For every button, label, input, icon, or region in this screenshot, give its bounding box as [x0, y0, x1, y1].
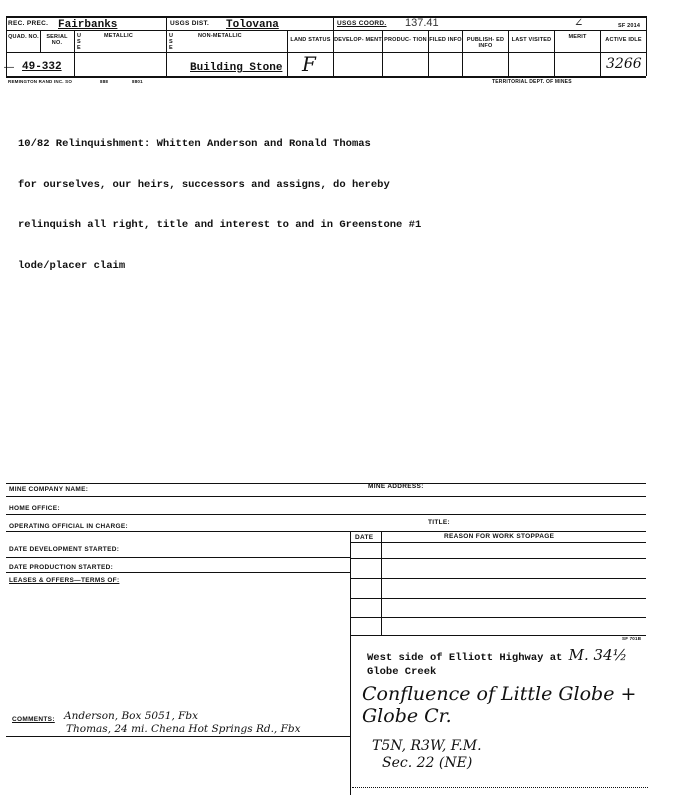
- form-number-top: SF 2014: [618, 23, 641, 29]
- col-use-2: U S E: [169, 33, 174, 51]
- body-line-1: 10/82 Relinquishment: Whitten Anderson and Ronald Thomas: [18, 138, 371, 150]
- comments-line-1: Anderson, Box 5051, Fbx: [64, 710, 199, 722]
- row-land-status: F: [302, 52, 316, 76]
- printer-mark: REMINGTON RAND INC. SO: [8, 79, 73, 84]
- rule: [350, 542, 646, 543]
- location-typed: [367, 648, 627, 679]
- col-div: [333, 16, 334, 76]
- operating-official-label: OPERATING OFFICIAL IN CHARGE:: [9, 523, 128, 530]
- rule: [350, 598, 646, 599]
- coord-mark: ∠: [574, 16, 584, 29]
- rule: [350, 578, 646, 579]
- date-dev-started-label: DATE DEVELOPMENT STARTED:: [9, 546, 120, 553]
- location-line-2: Globe Creek: [367, 666, 437, 678]
- rec-prec-label: REC. PREC.: [8, 20, 49, 27]
- col-div: [646, 16, 647, 76]
- comments-label: COMMENTS:: [12, 716, 55, 723]
- relinquishment-text: [18, 111, 421, 287]
- col-production: PRODUC- TION: [384, 37, 427, 43]
- table-left-border: [350, 531, 351, 795]
- rule: [6, 572, 350, 573]
- col-last-visited: LAST VISITED: [511, 37, 552, 43]
- leases-label: LEASES & OFFERS—TERMS OF:: [9, 577, 120, 584]
- rule: [6, 496, 646, 497]
- bottom-edge: [352, 787, 648, 788]
- rec-prec-value: Fairbanks: [58, 19, 118, 31]
- dept-name: TERRITORIAL DEPT. OF MINES: [492, 79, 572, 85]
- body-line-4: lode/placer claim: [18, 259, 126, 272]
- col-non-metallic: NON-METALLIC: [198, 33, 242, 39]
- location-hand-2: Globe Cr.: [362, 705, 452, 727]
- header-columns-rule: [6, 52, 646, 53]
- comments-rule: [6, 736, 350, 737]
- code-a: 888: [100, 79, 109, 84]
- col-serial-no: SERIAL NO.: [46, 34, 68, 46]
- reason-col-header: REASON FOR WORK STOPPAGE: [444, 533, 555, 540]
- row-non-metallic: Building Stone: [190, 62, 283, 74]
- location-handwritten: [362, 683, 636, 727]
- usgs-dist-label: USGS DIST.: [170, 20, 210, 27]
- col-div: [166, 16, 167, 76]
- col-land-status: LAND STATUS: [290, 37, 331, 43]
- header-bottom-rule: [6, 76, 646, 78]
- row-dash: —: [4, 62, 14, 73]
- lower-top-rule: [6, 483, 646, 484]
- comments-text: [64, 710, 301, 736]
- header-top-rule: [6, 16, 646, 18]
- rule: [350, 558, 646, 559]
- comments-line-2: Thomas, 24 mi. Chena Hot Springs Rd., Fbx: [66, 723, 301, 735]
- col-quad-no: QUAD. NO.: [8, 34, 39, 40]
- usgs-coord-value: 137.41: [405, 17, 439, 29]
- location-line-1: West side of Elliott Highway at: [367, 652, 563, 664]
- location-hand-3: T5N, R3W, F.M.: [372, 738, 482, 754]
- rule: [350, 617, 646, 618]
- col-div: [74, 30, 75, 76]
- usgs-coord-label: USGS COORD.: [337, 20, 387, 27]
- col-metallic: METALLIC: [104, 33, 133, 39]
- title-label: TITLE:: [428, 519, 451, 526]
- location-legal: [372, 738, 482, 772]
- location-hand-4: Sec. 22 (NE): [382, 755, 473, 771]
- col-use: U S E: [77, 33, 82, 51]
- body-line-3: relinquish all right, title and interest to and in Greenstone #1: [18, 219, 422, 231]
- col-active-idle: ACTIVE IDLE: [605, 37, 642, 43]
- row-serial-no: 49-332: [22, 61, 62, 73]
- table-date-divider: [381, 531, 382, 635]
- usgs-dist-value: Tolovana: [226, 19, 279, 31]
- rule: [6, 531, 646, 532]
- row-active-idle: 3266: [606, 56, 642, 72]
- location-hand-1: Confluence of Little Globe +: [362, 683, 637, 705]
- rule: [6, 514, 646, 515]
- date-col-header: DATE: [355, 534, 374, 541]
- col-development: DEVELOP- MENT: [334, 37, 382, 43]
- mine-company-label: MINE COMPANY NAME:: [9, 486, 89, 493]
- col-filed-info: FILED INFO: [429, 37, 462, 43]
- date-prod-started-label: DATE PRODUCTION STARTED:: [9, 564, 114, 571]
- rule: [350, 635, 646, 636]
- mine-address-label: MINE ADDRESS:: [368, 483, 424, 490]
- col-published-info: PUBLISH- ED INFO: [466, 37, 505, 49]
- body-line-2: for ourselves, our heirs, successors and assigns, do hereby: [18, 178, 390, 191]
- home-office-label: HOME OFFICE:: [9, 505, 60, 512]
- rule: [6, 557, 350, 558]
- form-number-bottom: SF 701B: [622, 636, 642, 641]
- location-milepost: M. 34½: [568, 646, 628, 664]
- code-b: 8801: [132, 79, 143, 84]
- col-merit: MERIT: [568, 34, 587, 40]
